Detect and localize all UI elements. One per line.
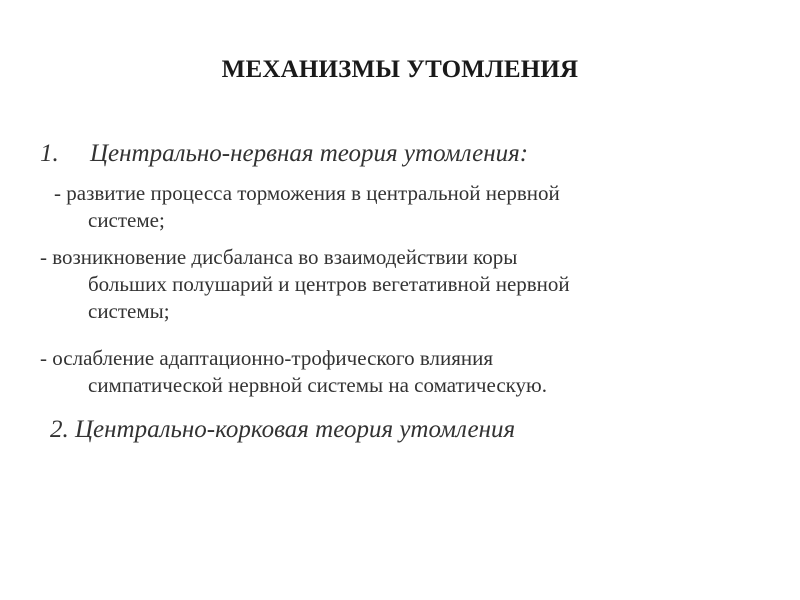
theory-heading-2: 2. Центрально-корковая теория утомления [50, 416, 516, 443]
theory-heading-1-text: Центрально-нервная теория утомления: [90, 140, 529, 167]
bullet-item-2-line-3: системы; [88, 299, 170, 323]
bullet-item-1 [54, 180, 754, 234]
bullet-item-1-line-1: - развитие процесса торможения в центральной нервной [54, 181, 560, 205]
bullet-item-2-line-2: больших полушарий и центров вегетативной нервной [88, 272, 570, 296]
bullet-item-2 [40, 244, 740, 325]
theory-heading-1 [40, 140, 528, 168]
theory-heading-1-number: 1. [40, 140, 59, 167]
bullet-item-2-line-1: - возникновение дисбаланса во взаимодействии коры [40, 245, 518, 269]
bullet-item-3-line-1: - ослабление адаптационно-трофического влияния [40, 346, 494, 370]
slide-title: МЕХАНИЗМЫ УТОМЛЕНИЯ [221, 56, 579, 83]
bullet-item-1-line-2: системе; [88, 208, 165, 232]
bullet-item-3 [40, 345, 740, 399]
bullet-item-3-line-2: симпатической нервной системы на соматическую. [88, 373, 547, 397]
